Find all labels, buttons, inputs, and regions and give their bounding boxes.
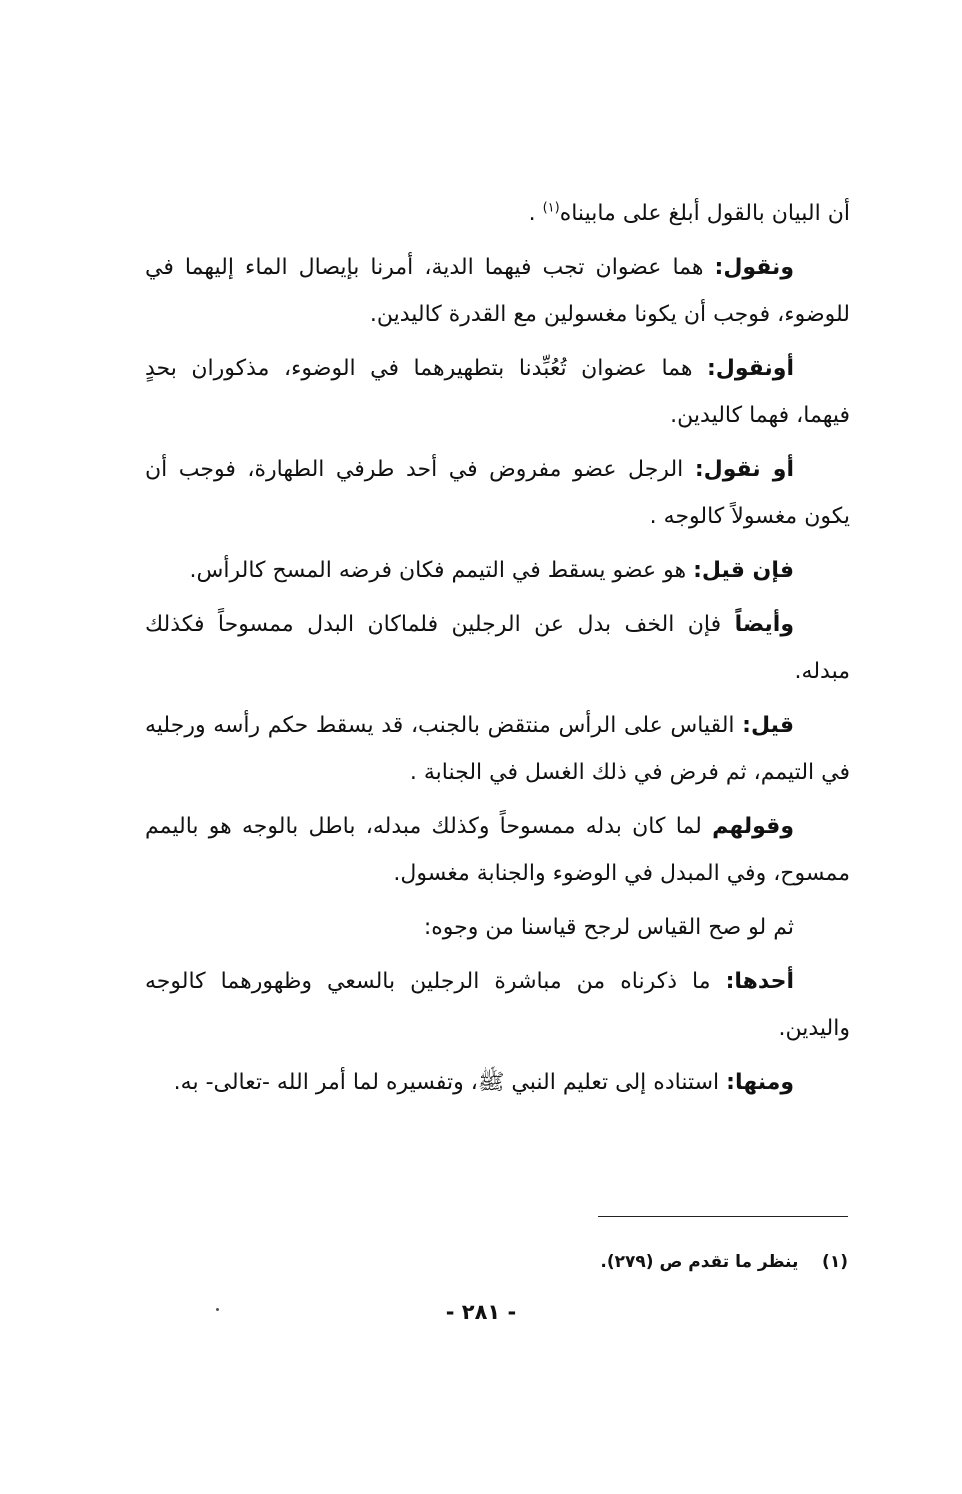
footnote-ref: (١) bbox=[542, 200, 560, 216]
paragraph-text: أن البيان بالقول أبلغ على مابيناه bbox=[559, 201, 850, 226]
paragraph-7 bbox=[145, 702, 850, 796]
paragraph-lead: ونقول: bbox=[714, 255, 794, 280]
paragraph-lead: فإن قيل: bbox=[693, 558, 794, 583]
paragraph-text: فإن الخف بدل عن الرجلين فلماكان البدل ممسوحاً فكذلك مبدله. bbox=[145, 612, 850, 684]
paragraph-6 bbox=[145, 601, 850, 695]
paragraph-lead: أونقول: bbox=[707, 356, 794, 381]
paragraph-lead: وقولهم bbox=[712, 814, 794, 839]
paragraph-11 bbox=[145, 1059, 850, 1106]
paragraph-tail: . bbox=[528, 201, 543, 226]
footnote-text: ينظر ما تقدم ص (٢٧٩). bbox=[600, 1252, 799, 1272]
main-text bbox=[145, 190, 850, 1113]
paragraph-lead: أو نقول: bbox=[694, 457, 795, 482]
paragraph-lead: أحدها: bbox=[725, 969, 794, 994]
paragraph-lead: وأيضاً bbox=[734, 612, 794, 637]
paragraph-5 bbox=[145, 547, 850, 594]
paragraph-text: ثم لو صح القياس لرجح قياسنا من وجوه: bbox=[423, 915, 794, 940]
paragraph-1 bbox=[145, 190, 850, 237]
footnote-marker: (١) bbox=[822, 1252, 848, 1272]
paragraph-3 bbox=[145, 345, 850, 439]
paragraph-lead: قيل: bbox=[742, 713, 794, 738]
footnote bbox=[398, 1252, 848, 1272]
scan-speck bbox=[216, 1308, 219, 1311]
paragraph-text: ما ذكرناه من مباشرة الرجلين بالسعي وظهورهما كالوجه واليدين. bbox=[145, 969, 850, 1041]
paragraph-text: القياس على الرأس منتقض بالجنب، قد يسقط حكم رأسه ورجليه في التيمم، ثم فرض في ذلك الغسل في الجنابة . bbox=[145, 713, 850, 785]
paragraph-lead: ومنها: bbox=[726, 1070, 794, 1095]
footnote-separator bbox=[598, 1216, 848, 1217]
paragraph-8 bbox=[145, 803, 850, 897]
page-number: - ٢٨١ - bbox=[445, 1300, 517, 1324]
paragraph-text: الرجل عضو مفروض في أحد طرفي الطهارة، فوجب أن يكون مغسولاً كالوجه . bbox=[145, 457, 850, 529]
paragraph-text: هما عضوان تجب فيهما الدية، أمرنا بإيصال الماء إليهما في للوضوء، فوجب أن يكونا مغسولين مع القدرة كاليدين. bbox=[145, 255, 850, 327]
paragraph-text: هما عضوان تُعُبِّدنا بتطهيرهما في الوضوء، مذكوران بحدٍ فيهما، فهما كاليدين. bbox=[145, 356, 850, 428]
paragraph-text: استناده إلى تعليم النبي ﷺ، وتفسيره لما أمر الله -تعالى- به. bbox=[173, 1070, 727, 1095]
paragraph-9 bbox=[145, 904, 850, 951]
paragraph-10 bbox=[145, 958, 850, 1052]
paragraph-2 bbox=[145, 244, 850, 338]
paragraph-4 bbox=[145, 446, 850, 540]
paragraph-text: لما كان بدله ممسوحاً وكذلك مبدله، باطل بالوجه هو باليمم ممسوح، وفي المبدل في الوضوء والجنابة مغسول. bbox=[145, 814, 850, 886]
paragraph-text: هو عضو يسقط في التيمم فكان فرضه المسح كالرأس. bbox=[189, 558, 694, 583]
